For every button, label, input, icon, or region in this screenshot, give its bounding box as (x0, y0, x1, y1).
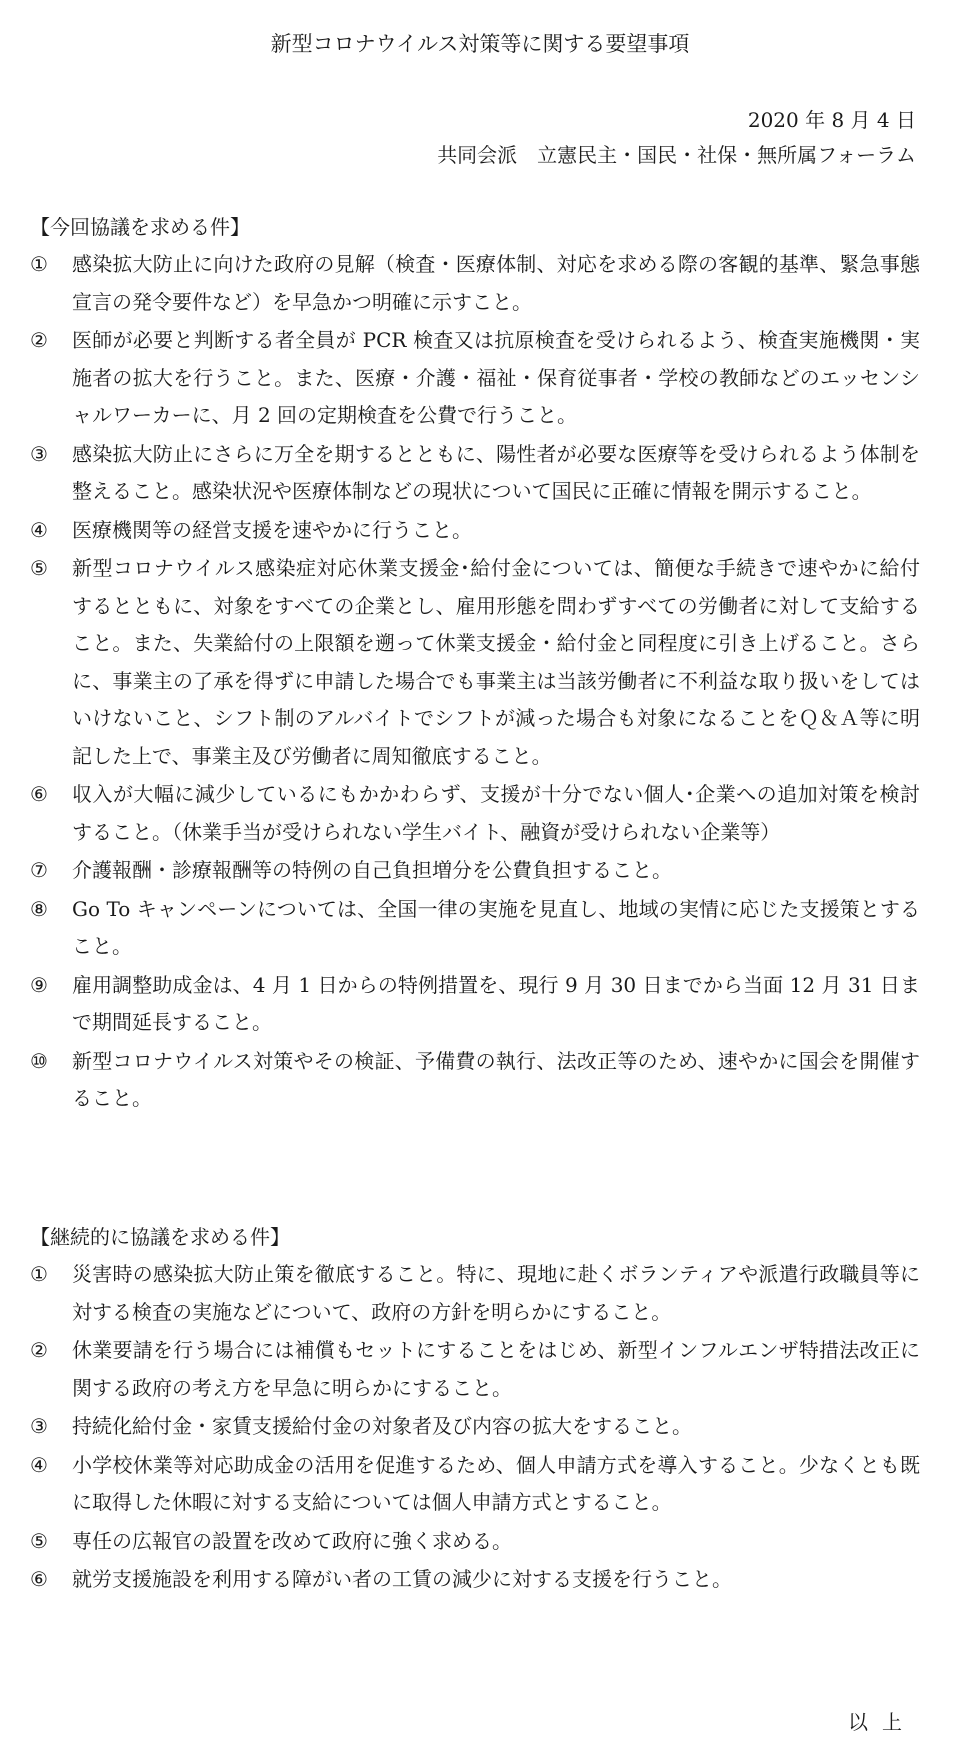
list-item (30, 1408, 920, 1446)
list-item (30, 852, 920, 890)
item-text: 雇用調整助成金は、4 月 1 日からの特例措置を、現行 9 月 30 日までから当面 12 月 31 日まで期間延長すること。 (72, 972, 920, 1034)
list-item (30, 512, 920, 550)
item-number: ④ (30, 517, 48, 542)
item-number: ⑤ (30, 556, 48, 580)
item-text: Go To キャンペーンについては、全国一律の実施を見直し、地域の実情に応じた支援策とすること。 (72, 896, 920, 958)
list-item (30, 322, 920, 435)
list-item (30, 1523, 920, 1561)
section-heading: 【継続的に協議を求める件】 (30, 1225, 290, 1249)
item-text: 持続化給付金・家賃支援給付金の対象者及び内容の拡大をすること。 (72, 1414, 692, 1438)
list-item (30, 891, 920, 966)
item-text: 医師が必要と判断する者全員が PCR 検査又は抗原検査を受けられるよう、検査実施機関・実施者の拡大を行うこと。また、医療・介護・福祉・保育従事者・学校の教師などのエッセンシャルワーカーに、月 2 回の定期検査を公費で行うこと。 (72, 328, 920, 427)
list-item (30, 1043, 920, 1118)
item-number: ⑨ (30, 972, 48, 997)
list-item (30, 967, 920, 1042)
item-number: ② (30, 328, 48, 352)
list-item (30, 776, 920, 851)
closing-mark: 以上 (848, 1710, 916, 1734)
item-number: ⑦ (30, 858, 48, 882)
item-text: 休業要請を行う場合には補償もセットにすることをはじめ、新型インフルエンザ特措法改正に関する政府の考え方を早急に明らかにすること。 (72, 1338, 920, 1400)
item-number: ⑩ (30, 1048, 48, 1073)
item-number: ③ (30, 1414, 48, 1438)
item-text: 医療機関等の経営支援を速やかに行うこと。 (72, 517, 472, 542)
item-number: ① (30, 252, 48, 276)
item-text: 専任の広報官の設置を改めて政府に強く求める。 (72, 1528, 512, 1553)
list-item (30, 1561, 920, 1599)
item-text: 収入が大幅に減少しているにもかかわらず、支援が十分でない個人･企業への追加対策を検討すること。（休業手当が受けられない学生バイト、融資が受けられない企業等） (72, 782, 920, 844)
item-number: ① (30, 1262, 48, 1286)
item-text: 介護報酬・診療報酬等の特例の自己負担増分を公費負担すること。 (72, 858, 672, 882)
document-date: 2020 年 8 月 4 日 (747, 108, 916, 132)
section-current-requests (30, 208, 920, 1119)
item-text: 小学校休業等対応助成金の活用を促進するため、個人申請方式を導入すること。少なくとも既に取得した休暇に対する支給については個人申請方式とすること。 (72, 1452, 920, 1514)
list-item (30, 1447, 920, 1522)
item-text: 感染拡大防止にさらに万全を期するとともに、陽性者が必要な医療等を受けられるよう体制を整えること。感染状況や医療体制などの現状について国民に正確に情報を開示すること。 (72, 441, 920, 503)
list-item (30, 246, 920, 321)
item-text: 就労支援施設を利用する障がい者の工賃の減少に対する支援を行うこと。 (72, 1567, 732, 1591)
list-item (30, 550, 920, 775)
item-number: ② (30, 1338, 48, 1362)
section-heading: 【今回協議を求める件】 (30, 215, 250, 239)
item-number: ④ (30, 1452, 48, 1477)
list-item (30, 1256, 920, 1331)
item-number: ⑥ (30, 782, 48, 806)
item-number: ③ (30, 441, 48, 466)
item-text: 災害時の感染拡大防止策を徹底すること。特に、現地に赴くボランティアや派遣行政職員等に対する検査の実施などについて、政府の方針を明らかにすること。 (72, 1262, 920, 1324)
document-author: 共同会派 立憲民主・国民・社保・無所属フォーラム (437, 143, 916, 167)
item-text: 感染拡大防止に向けた政府の見解（検査・医療体制、対応を求める際の客観的基準、緊急事態宣言の発令要件など）を早急かつ明確に示すこと。 (72, 252, 920, 314)
request-list (30, 246, 920, 1118)
section-ongoing-requests (30, 1218, 920, 1600)
item-number: ⑤ (30, 1528, 48, 1553)
item-number: ⑥ (30, 1567, 48, 1591)
item-text: 新型コロナウイルス対策やその検証、予備費の執行、法改正等のため、速やかに国会を開催すること。 (72, 1048, 920, 1110)
request-list (30, 1256, 920, 1599)
document-title: 新型コロナウイルス対策等に関する要望事項 (270, 32, 690, 56)
item-text: 新型コロナウイルス感染症対応休業支援金･給付金については、簡便な手続きで速やかに給付するとともに、対象をすべての企業とし、雇用形態を問わずすべての労働者に対して支給すること。また、失業給付の上限額を遡って休業支援金・給付金と同程度に引き上げること。さらに、事業主の了承を得ずに申請した場合でも事業主は当該労働者に不利益な取り扱いをしてはいけないこと、シフト制のアルバイトでシフトが減った場合も対象になることをＱ＆Ａ等に明記した上で、事業主及び労働者に周知徹底すること。 (72, 556, 920, 768)
list-item (30, 1332, 920, 1407)
item-number: ⑧ (30, 896, 48, 921)
list-item (30, 436, 920, 511)
